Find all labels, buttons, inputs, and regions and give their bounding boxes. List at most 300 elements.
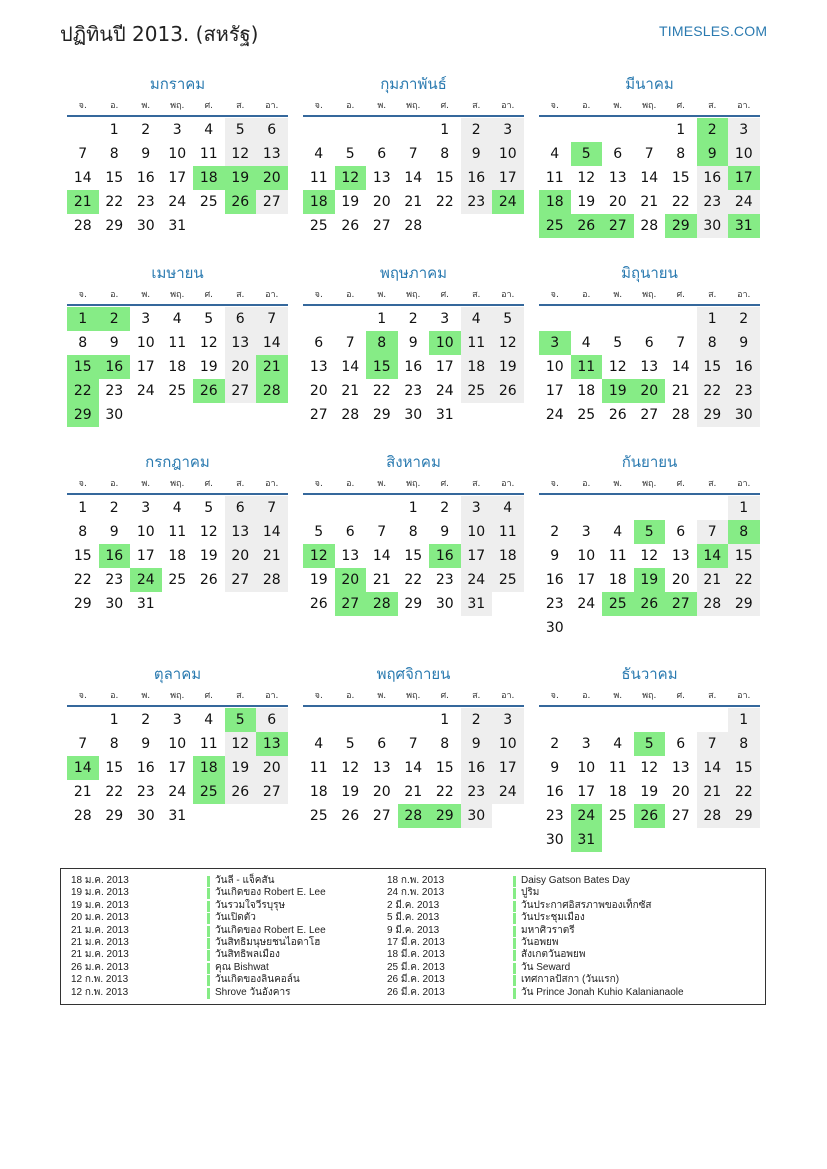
day-cell: 24 — [136, 383, 155, 399]
day-cell: 30 — [697, 214, 729, 238]
weekday-label: อ. — [582, 290, 591, 300]
day-cell: 22 — [105, 784, 124, 800]
day-cell: 9 — [461, 732, 493, 756]
day-grid — [539, 708, 760, 852]
day-grid — [67, 496, 288, 640]
day-cell: 31 — [168, 808, 187, 824]
day-cell: 22 — [728, 568, 760, 592]
day-cell: 18 — [309, 784, 328, 800]
day-cell: 25 — [492, 568, 524, 592]
weekday-label: อา. — [501, 101, 515, 111]
day-cell: 21 — [73, 784, 92, 800]
day-cell: 15 — [728, 544, 760, 568]
day-grid — [67, 708, 288, 852]
weekday-label: พ. — [377, 691, 387, 701]
holiday-date: 17 มี.ค. 2013 — [387, 936, 445, 948]
month-name: เมษายน — [151, 264, 204, 282]
weekday-label: อา. — [265, 691, 279, 701]
holiday-date: 20 ม.ค. 2013 — [71, 912, 129, 924]
day-cell: 15 — [728, 756, 760, 780]
weekday-label: พ. — [613, 691, 623, 701]
site-link[interactable]: TIMESLES.COM — [659, 23, 768, 39]
day-cell: 4 — [613, 736, 623, 752]
day-cell: 9 — [728, 331, 760, 355]
day-cell: 24 — [461, 568, 493, 592]
day-cell: 24 — [728, 190, 760, 214]
day-cell: 25 — [199, 194, 218, 210]
day-cell: 14 — [256, 520, 288, 544]
day-cell: 11 — [168, 335, 187, 351]
weekday-label: อ. — [346, 479, 355, 489]
day-cell: 27 — [309, 407, 328, 423]
weekday-label: ส. — [236, 290, 245, 300]
weekday-label: อ. — [110, 479, 119, 489]
day-cell: 22 — [671, 194, 690, 210]
day-cell: 21 — [341, 383, 360, 399]
day-cell: 29 — [404, 596, 423, 612]
holiday-day-cell: 17 — [728, 166, 760, 190]
month-divider — [303, 304, 524, 306]
day-cell: 20 — [225, 544, 257, 568]
day-cell: 9 — [109, 335, 119, 351]
holiday-name: วันประกาศอิสรภาพของเท็กซัส — [521, 899, 652, 911]
day-cell: 17 — [545, 383, 564, 399]
holiday-day-cell: 19 — [634, 568, 666, 592]
day-cell: 23 — [461, 190, 493, 214]
day-cell: 17 — [136, 359, 155, 375]
day-cell: 15 — [404, 548, 423, 564]
day-cell: 30 — [105, 596, 124, 612]
weekday-label: ส. — [236, 479, 245, 489]
day-cell: 22 — [728, 780, 760, 804]
day-cell: 13 — [671, 548, 690, 564]
weekday-label: พ. — [613, 290, 623, 300]
day-cell: 18 — [608, 784, 627, 800]
weekday-label: อ. — [346, 691, 355, 701]
holiday-day-cell: 21 — [256, 355, 288, 379]
weekday-label: พฤ. — [170, 479, 185, 489]
day-cell: 20 — [671, 784, 690, 800]
weekday-label: ส. — [472, 101, 481, 111]
day-cell: 2 — [141, 712, 151, 728]
day-cell: 1 — [697, 307, 729, 331]
day-cell: 4 — [492, 496, 524, 520]
day-cell: 6 — [345, 524, 355, 540]
day-cell: 26 — [199, 572, 218, 588]
day-cell: 9 — [141, 736, 151, 752]
weekday-label: อ. — [110, 101, 119, 111]
weekday-header — [67, 98, 288, 114]
weekday-label: พ. — [141, 290, 151, 300]
holiday-marker — [207, 975, 210, 986]
day-cell: 9 — [440, 524, 450, 540]
weekday-label: ศ. — [676, 101, 686, 111]
month-name: สิงหาคม — [386, 453, 441, 471]
holiday-day-cell: 19 — [225, 166, 257, 190]
holiday-name: วันเปิดตัว — [215, 912, 256, 924]
day-cell: 29 — [372, 407, 391, 423]
holiday-date: 26 ม.ค. 2013 — [71, 961, 129, 973]
holiday-day-cell: 11 — [571, 355, 603, 379]
weekday-label: พฤ. — [170, 290, 185, 300]
day-cell: 13 — [309, 359, 328, 375]
day-cell: 1 — [676, 122, 686, 138]
day-cell: 8 — [109, 736, 119, 752]
holiday-date: 25 มี.ค. 2013 — [387, 961, 445, 973]
day-cell: 7 — [676, 335, 686, 351]
day-cell: 4 — [314, 146, 324, 162]
day-cell: 15 — [105, 170, 124, 186]
weekday-label: พ. — [141, 101, 151, 111]
month-name: กันยายน — [621, 453, 678, 471]
holiday-name: วันสิทธิมนุษยชนไอดาโฮ — [215, 936, 321, 948]
day-cell: 25 — [577, 407, 596, 423]
day-cell: 7 — [697, 732, 729, 756]
day-cell: 6 — [377, 736, 387, 752]
day-cell: 16 — [545, 784, 564, 800]
day-cell: 4 — [172, 500, 182, 516]
weekday-label: พฤ. — [642, 691, 657, 701]
day-cell: 22 — [404, 572, 423, 588]
holiday-day-cell: 5 — [634, 732, 666, 756]
day-cell: 1 — [440, 122, 450, 138]
holiday-name: วัน Seward — [521, 961, 571, 973]
holiday-date: 2 มี.ค. 2013 — [387, 899, 440, 911]
holiday-name: วันเกิดของ Robert E. Lee — [215, 924, 326, 936]
day-cell: 21 — [697, 568, 729, 592]
day-cell: 6 — [377, 146, 387, 162]
holiday-list-column-2 — [387, 875, 757, 999]
day-cell: 1 — [408, 500, 418, 516]
holiday-day-cell: 5 — [571, 142, 603, 166]
holiday-day-cell: 2 — [99, 307, 131, 331]
weekday-header — [303, 287, 524, 303]
holiday-marker — [207, 938, 210, 949]
day-cell: 2 — [550, 736, 560, 752]
day-cell: 12 — [199, 524, 218, 540]
holiday-name: วันลี - แจ็คสัน — [215, 875, 275, 886]
day-cell: 15 — [435, 170, 454, 186]
day-cell: 28 — [697, 804, 729, 828]
day-cell: 10 — [577, 760, 596, 776]
holiday-marker — [513, 913, 516, 924]
day-cell: 26 — [225, 780, 257, 804]
weekday-label: ส. — [708, 479, 717, 489]
day-cell: 5 — [225, 118, 257, 142]
holiday-day-cell: 26 — [634, 804, 666, 828]
weekday-label: ส. — [708, 691, 717, 701]
day-cell: 29 — [697, 403, 729, 427]
day-cell: 7 — [345, 335, 355, 351]
holiday-day-cell: 29 — [429, 804, 461, 828]
day-cell: 6 — [256, 708, 288, 732]
holiday-day-cell: 15 — [67, 355, 99, 379]
day-cell: 12 — [640, 760, 659, 776]
day-cell: 14 — [256, 331, 288, 355]
day-cell: 30 — [105, 407, 124, 423]
holiday-day-cell: 15 — [366, 355, 398, 379]
weekday-label: จ. — [78, 479, 87, 489]
day-cell: 19 — [225, 756, 257, 780]
month-divider — [303, 115, 524, 117]
month-divider — [67, 493, 288, 495]
day-cell: 8 — [78, 524, 88, 540]
day-cell: 3 — [172, 712, 182, 728]
weekday-label: พ. — [141, 691, 151, 701]
weekday-label: ศ. — [204, 101, 214, 111]
holiday-day-cell: 28 — [256, 379, 288, 403]
holiday-name: Shrove วันอังคาร — [215, 986, 291, 998]
day-cell: 22 — [372, 383, 391, 399]
day-cell: 6 — [225, 307, 257, 331]
day-cell: 9 — [461, 142, 493, 166]
day-cell: 18 — [168, 548, 187, 564]
weekday-label: ศ. — [676, 479, 686, 489]
day-cell: 14 — [404, 170, 423, 186]
holiday-marker — [513, 975, 516, 986]
day-cell: 16 — [697, 166, 729, 190]
day-cell: 27 — [225, 379, 257, 403]
day-cell: 10 — [492, 732, 524, 756]
weekday-label: พ. — [613, 101, 623, 111]
day-cell: 23 — [105, 383, 124, 399]
day-cell: 13 — [256, 142, 288, 166]
day-cell: 19 — [577, 194, 596, 210]
day-cell: 30 — [435, 596, 454, 612]
holiday-date: 5 มี.ค. 2013 — [387, 912, 440, 924]
day-cell: 25 — [309, 808, 328, 824]
holiday-day-cell: 8 — [366, 331, 398, 355]
day-cell: 3 — [141, 500, 151, 516]
month-name: มิถุนายน — [621, 264, 678, 282]
holiday-day-cell: 16 — [429, 544, 461, 568]
weekday-label: ศ. — [440, 691, 450, 701]
day-cell: 17 — [461, 544, 493, 568]
holiday-entry — [71, 875, 391, 887]
day-grid — [539, 307, 760, 451]
day-cell: 3 — [492, 118, 524, 142]
day-cell: 2 — [109, 500, 119, 516]
weekday-header — [303, 98, 524, 114]
weekday-label: อา. — [737, 479, 751, 489]
weekday-label: ศ. — [440, 479, 450, 489]
day-cell: 29 — [728, 804, 760, 828]
day-cell: 25 — [309, 218, 328, 234]
day-cell: 19 — [309, 572, 328, 588]
holiday-marker — [513, 876, 516, 887]
day-cell: 11 — [608, 548, 627, 564]
day-cell: 29 — [728, 592, 760, 616]
holiday-name: มหาศิวราตรี — [521, 924, 575, 936]
holiday-date: 12 ก.พ. 2013 — [71, 974, 129, 986]
holiday-name: วันเกิดของ Robert E. Lee — [215, 887, 326, 899]
holiday-date: 21 ม.ค. 2013 — [71, 949, 129, 961]
weekday-header — [303, 688, 524, 704]
day-cell: 2 — [461, 708, 493, 732]
day-cell: 8 — [408, 524, 418, 540]
day-cell: 15 — [105, 760, 124, 776]
month-divider — [303, 705, 524, 707]
day-cell: 3 — [581, 524, 591, 540]
day-cell: 14 — [73, 170, 92, 186]
day-cell: 15 — [697, 355, 729, 379]
holiday-name: Daisy Gatson Bates Day — [521, 875, 630, 886]
holiday-name: ปูริม — [521, 887, 540, 899]
day-cell: 18 — [461, 355, 493, 379]
day-cell: 16 — [404, 359, 423, 375]
weekday-label: จ. — [78, 290, 87, 300]
day-cell: 25 — [608, 808, 627, 824]
holiday-day-cell: 16 — [99, 544, 131, 568]
day-cell: 2 — [440, 500, 450, 516]
month-divider — [67, 115, 288, 117]
day-cell: 20 — [671, 572, 690, 588]
day-cell: 22 — [435, 194, 454, 210]
weekday-label: ส. — [472, 479, 481, 489]
holiday-day-cell: 29 — [67, 403, 99, 427]
day-cell: 4 — [314, 736, 324, 752]
day-cell: 8 — [676, 146, 686, 162]
holiday-day-cell: 22 — [67, 379, 99, 403]
month-name: กุมภาพันธ์ — [380, 75, 447, 93]
holiday-date: 9 มี.ค. 2013 — [387, 924, 440, 936]
holiday-marker — [513, 926, 516, 937]
day-grid — [539, 496, 760, 640]
day-cell: 24 — [168, 784, 187, 800]
day-cell: 6 — [314, 335, 324, 351]
day-cell: 26 — [608, 407, 627, 423]
holiday-entry — [71, 962, 391, 974]
holiday-name: วันอพยพ — [521, 936, 559, 948]
weekday-label: พฤ. — [406, 290, 421, 300]
holiday-marker — [207, 901, 210, 912]
holiday-marker — [207, 913, 210, 924]
day-cell: 1 — [109, 122, 119, 138]
day-cell: 23 — [136, 784, 155, 800]
day-cell: 29 — [105, 218, 124, 234]
page-title: ปฏิทินปี 2013. (สหรัฐ) — [60, 22, 259, 46]
weekday-label: อา. — [737, 691, 751, 701]
holiday-date: 26 มี.ค. 2013 — [387, 974, 445, 986]
holiday-day-cell: 14 — [697, 544, 729, 568]
day-cell: 22 — [105, 194, 124, 210]
day-cell: 31 — [168, 218, 187, 234]
day-cell: 6 — [676, 736, 686, 752]
day-cell: 17 — [435, 359, 454, 375]
holiday-date: 21 ม.ค. 2013 — [71, 924, 129, 936]
month-name: ตุลาคม — [153, 665, 202, 683]
holiday-entry — [71, 887, 391, 899]
day-cell: 8 — [440, 146, 450, 162]
day-cell: 14 — [671, 359, 690, 375]
day-cell: 18 — [608, 572, 627, 588]
day-cell: 27 — [372, 808, 391, 824]
weekday-header — [67, 287, 288, 303]
holiday-marker — [513, 950, 516, 961]
weekday-label: ส. — [708, 290, 717, 300]
day-cell: 17 — [577, 572, 596, 588]
day-cell: 21 — [697, 780, 729, 804]
holiday-day-cell: 31 — [571, 828, 603, 852]
weekday-label: พ. — [377, 479, 387, 489]
day-cell: 1 — [440, 712, 450, 728]
holiday-day-cell: 19 — [602, 379, 634, 403]
day-cell: 25 — [168, 572, 187, 588]
day-cell: 8 — [728, 732, 760, 756]
weekday-label: ศ. — [440, 101, 450, 111]
month-divider — [67, 705, 288, 707]
weekday-label: อ. — [346, 101, 355, 111]
holiday-name: วันเกิดของลินคอล์น — [215, 974, 300, 986]
day-cell: 9 — [550, 760, 560, 776]
holiday-date: 19 ม.ค. 2013 — [71, 887, 129, 899]
day-cell: 22 — [435, 784, 454, 800]
day-cell: 30 — [461, 804, 493, 828]
holiday-day-cell: 21 — [67, 190, 99, 214]
holiday-marker — [207, 926, 210, 937]
day-cell: 16 — [136, 170, 155, 186]
weekday-label: พฤ. — [642, 290, 657, 300]
day-cell: 30 — [404, 407, 423, 423]
day-cell: 15 — [435, 760, 454, 776]
holiday-day-cell: 25 — [193, 780, 225, 804]
day-cell: 6 — [676, 524, 686, 540]
day-cell: 23 — [697, 190, 729, 214]
day-cell: 30 — [136, 808, 155, 824]
day-cell: 12 — [199, 335, 218, 351]
weekday-header — [67, 688, 288, 704]
day-cell: 27 — [225, 568, 257, 592]
day-cell: 3 — [581, 736, 591, 752]
day-cell: 24 — [577, 596, 596, 612]
weekday-label: จ. — [314, 290, 323, 300]
day-cell: 24 — [545, 407, 564, 423]
day-cell: 6 — [613, 146, 623, 162]
day-cell: 12 — [608, 359, 627, 375]
day-grid — [303, 708, 524, 852]
day-cell: 5 — [492, 307, 524, 331]
month-divider — [539, 304, 760, 306]
day-cell: 11 — [545, 170, 564, 186]
holiday-marker — [207, 963, 210, 974]
weekday-label: จ. — [78, 691, 87, 701]
day-cell: 11 — [492, 520, 524, 544]
weekday-label: อ. — [582, 691, 591, 701]
day-cell: 25 — [168, 383, 187, 399]
weekday-label: อา. — [737, 290, 751, 300]
day-cell: 14 — [341, 359, 360, 375]
day-cell: 20 — [372, 784, 391, 800]
holiday-day-cell: 28 — [398, 804, 430, 828]
day-cell: 3 — [461, 496, 493, 520]
holiday-day-cell: 13 — [256, 732, 288, 756]
weekday-label: อ. — [582, 101, 591, 111]
day-cell: 13 — [640, 359, 659, 375]
holiday-day-cell: 28 — [366, 592, 398, 616]
holiday-date: 19 ม.ค. 2013 — [71, 899, 129, 911]
day-cell: 5 — [204, 311, 214, 327]
holiday-entry — [71, 949, 391, 961]
holiday-day-cell: 26 — [634, 592, 666, 616]
weekday-label: จ. — [550, 101, 559, 111]
day-cell: 10 — [545, 359, 564, 375]
day-cell: 11 — [461, 331, 493, 355]
day-cell: 12 — [341, 760, 360, 776]
holiday-date: 24 ก.พ. 2013 — [387, 887, 445, 899]
weekday-header — [539, 476, 760, 492]
holiday-day-cell: 5 — [225, 708, 257, 732]
day-cell: 8 — [440, 736, 450, 752]
